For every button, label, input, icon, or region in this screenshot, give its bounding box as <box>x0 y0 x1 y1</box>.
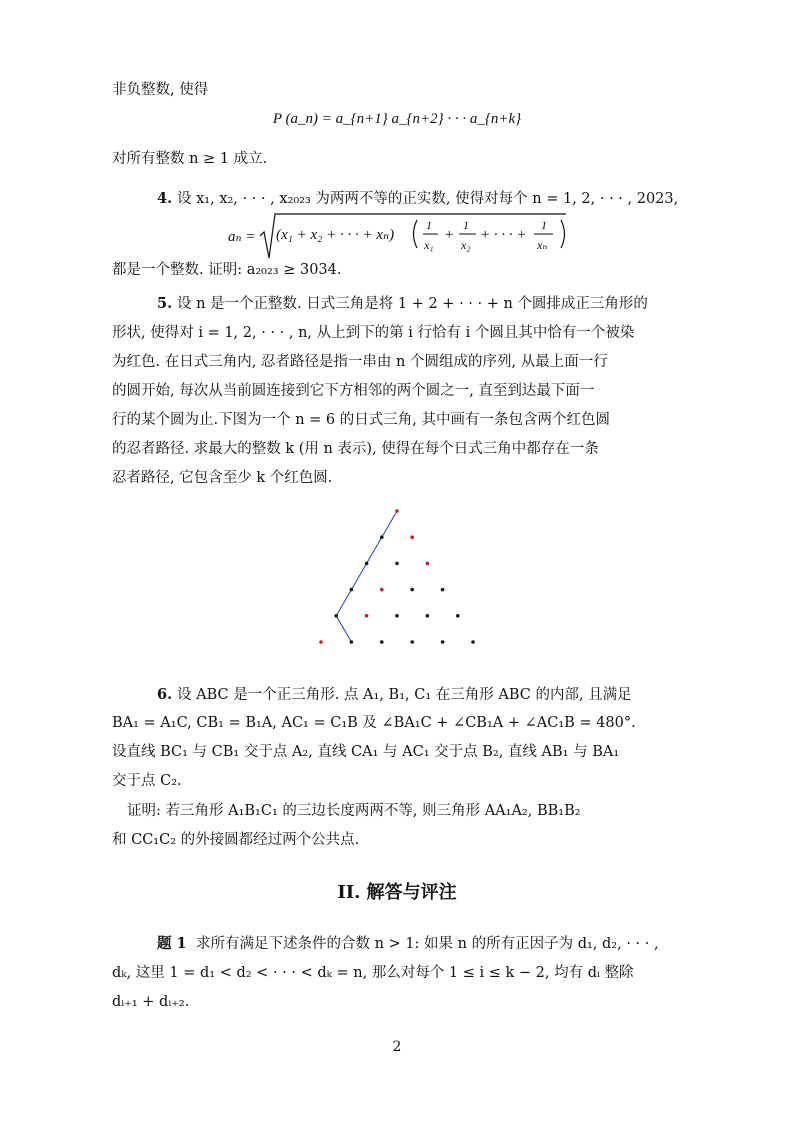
problem-6-line-5: 证明: 若三角形 A₁B₁C₁ 的三边长度两两不等, 则三角形 AA₁A₂, BB₁B₂ <box>127 803 581 819</box>
frac-2-num: 1 <box>463 218 469 232</box>
problem-5-line-2: 形状, 使得对 i = 1, 2, · · · , n, 从上到下的第 i 行恰有 i 个圆且其中恰有一个被染 <box>112 325 635 341</box>
red-circle <box>365 614 369 618</box>
ninja-path <box>336 511 397 642</box>
solution-1-label: 题 1 <box>157 935 187 952</box>
page-number: 2 <box>392 1039 402 1055</box>
circle <box>410 640 414 644</box>
plus-dots: + · · · + <box>480 227 527 243</box>
red-circle <box>395 509 399 513</box>
red-circle <box>426 562 430 566</box>
section-heading: II. 解答与评注 <box>337 882 457 903</box>
frac-1-den: x₁ <box>424 238 434 252</box>
problem-5-line-4: 的圆开始, 每次从当前圆连接到它下方相邻的两个圆之一, 直至到达最下面一 <box>112 383 595 399</box>
problem-4-formula-lhs: aₙ = <box>228 229 256 245</box>
problem-6-line-6: 和 CC₁C₂ 的外接圆都经过两个公共点. <box>112 832 360 848</box>
problem-6-line-1: 设 ABC 是一个正三角形. 点 A₁, B₁, C₁ 在三角形 ABC 的内部, 且满足 <box>177 687 632 703</box>
problem-6-line-4: 交于点 C₂. <box>112 773 182 789</box>
red-circle <box>410 535 414 539</box>
problem-6-number: 6. <box>157 686 173 703</box>
circle <box>380 535 384 539</box>
circle <box>441 640 445 644</box>
frac-3-num: 1 <box>541 218 547 232</box>
problem-4-line-2: 都是一个整数. 证明: a₂₀₂₃ ≥ 3034. <box>112 262 342 278</box>
circle <box>380 640 384 644</box>
red-circle <box>319 640 323 644</box>
solution-1-line-1: 求所有满足下述条件的合数 n > 1: 如果 n 的所有正因子为 d₁, d₂, · · · , <box>196 936 659 952</box>
circle <box>441 588 445 592</box>
circle <box>426 614 430 618</box>
frac-3-den: xₙ <box>537 238 548 252</box>
problem-5-line-7: 忍者路径, 它包含至少 k 个红色圆. <box>112 470 333 486</box>
problem-6-line-3: 设直线 BC₁ 与 CB₁ 交于点 A₂, 直线 CA₁ 与 AC₁ 交于点 B₂, 直线 AB₁ 与 BA₁ <box>112 744 620 760</box>
problem-4-line-1: 设 x₁, x₂, · · · , x₂₀₂₃ 为两两不等的正实数, 使得对每个 n = 1, 2, · · · , 2023, <box>177 191 679 207</box>
circle <box>365 562 369 566</box>
cont-line-1: 非负整数, 使得 <box>112 82 209 98</box>
frac-2-den: x₂ <box>461 238 471 252</box>
cont-formula: P (a_n) = a_{n+1} a_{n+2} · · · a_{n+k} <box>272 111 522 127</box>
solution-1-line-2: dₖ, 这里 1 = d₁ < d₂ < · · · < dₖ = n, 那么对每个 1 ≤ i ≤ k − 2, 均有 dᵢ 整除 <box>112 965 634 981</box>
circle <box>350 640 354 644</box>
cont-line-2: 对所有整数 n ≥ 1 成立. <box>112 151 268 167</box>
circle <box>410 588 414 592</box>
frac-1-num: 1 <box>426 218 432 232</box>
circle <box>395 562 399 566</box>
circle <box>395 614 399 618</box>
problem-5-line-3: 为红色. 在日式三角内, 忍者路径是指一串由 n 个圆组成的序列, 从最上面一行 <box>112 354 608 370</box>
circle <box>350 588 354 592</box>
circle <box>334 614 338 618</box>
problem-5-line-6: 的忍者路径. 求最大的整数 k (用 n 表示), 使得在每个日式三角中都存在一条 <box>112 441 599 457</box>
problem-5-line-5: 行的某个圆为止.下图为一个 n = 6 的日式三角, 其中画有一条包含两个红色圆 <box>112 412 610 428</box>
problem-4-formula-rhs: (x₁ + x₂ + · · · + xₙ) <box>276 227 395 243</box>
solution-1-line-3: dᵢ₊₁ + dᵢ₊₂. <box>112 994 190 1010</box>
red-circle <box>380 588 384 592</box>
circle <box>456 614 460 618</box>
problem-5-line-1: 设 n 是一个正整数. 日式三角是将 1 + 2 + · · · + n 个圆排成正三角形的 <box>177 296 648 312</box>
problem-4-number: 4. <box>157 190 173 207</box>
circle <box>471 640 475 644</box>
problem-6-line-2: BA₁ = A₁C, CB₁ = B₁A, AC₁ = C₁B 及 ∠BA₁C + ∠CB₁A + ∠AC₁B = 480°. <box>112 715 636 731</box>
problem-5-number: 5. <box>157 295 173 312</box>
plus-1: + <box>444 227 455 243</box>
